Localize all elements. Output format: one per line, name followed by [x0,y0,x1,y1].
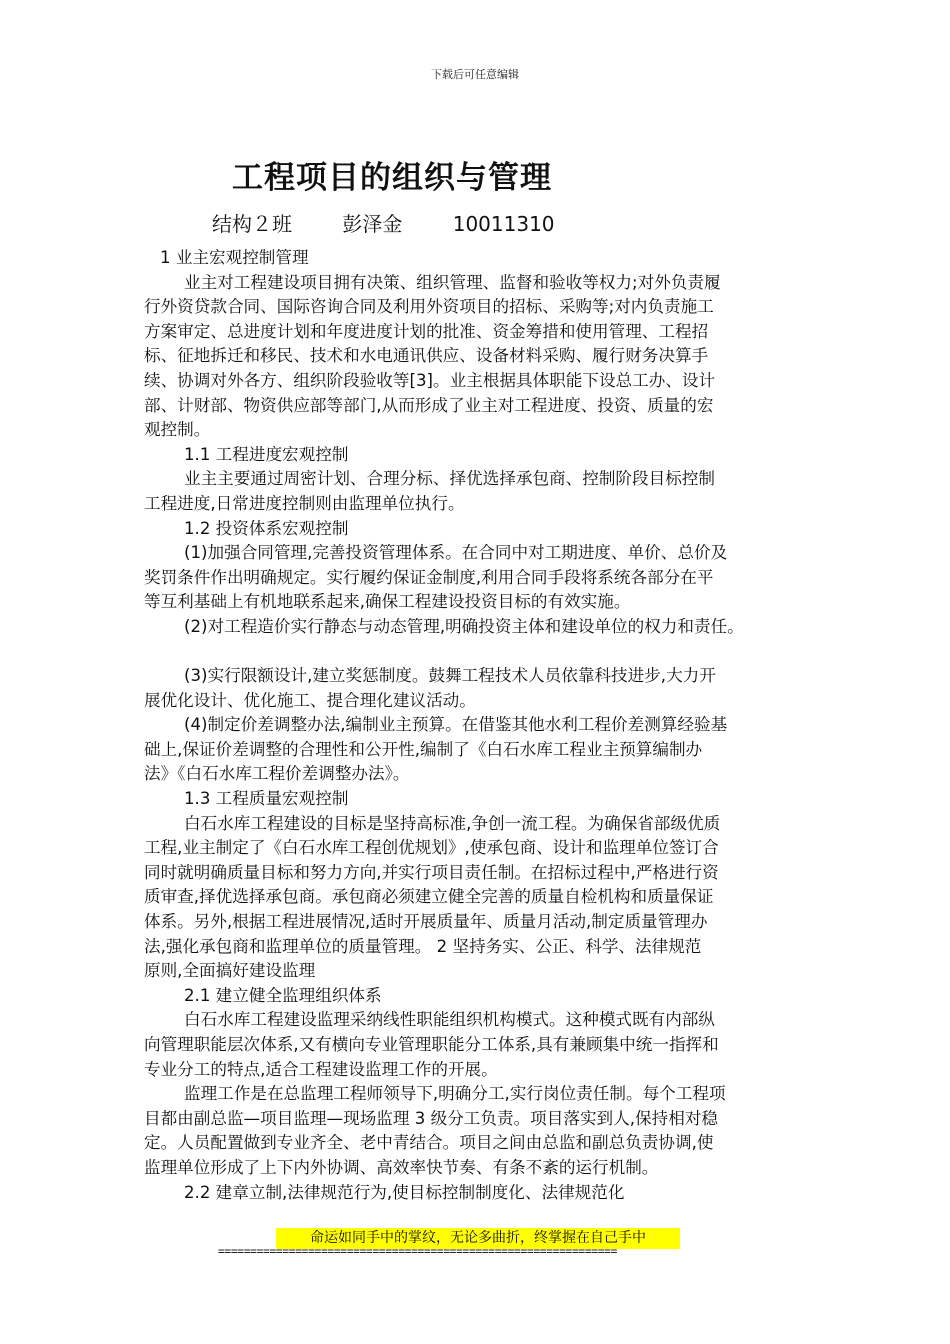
paragraph-line: (2)对工程造价实行静态与动态管理,明确投资主体和建设单位的权力和责任。 [184,616,744,636]
paragraph-line: 工程,业主制定了《白石水库工程创优规划》,使承包商、设计和监理单位签订合 [144,838,719,858]
paragraph-line: 目都由副总监—项目监理—现场监理 3 级分工负责。项目落实到人,保持相对稳 [144,1108,718,1128]
paragraph-line: 业主对工程建设项目拥有决策、组织管理、监督和验收等权力;对外负责履 [184,272,721,292]
paragraph-line: (3)实行限额设计,建立奖惩制度。鼓舞工程技术人员依靠科技进步,大力开 [184,666,716,686]
footer-divider: ============================================================== [218,1245,617,1258]
paragraph-line: 质审查,择优选择承包商。承包商必须建立健全完善的质量自检机构和质量保证 [144,887,714,907]
document-body [144,246,824,1205]
page-title: 工程项目的组织与管理 [232,160,552,196]
paragraph-line: (4)制定价差调整办法,编制业主预算。在借鉴其他水利工程价差测算经验基 [184,715,728,735]
paragraph-line: 监理工作是在总监理工程师领导下,明确分工,实行岗位责任制。每个工程项 [184,1084,726,1104]
author-id: 10011310 [452,212,555,236]
paragraph-line: 白石水库工程建设监理采纳线性职能组织机构模式。这种模式既有内部纵 [184,1010,715,1030]
paragraph-line: 部、计财部、物资供应部等部门,从而形成了业主对工程进度、投资、质量的宏 [144,395,714,415]
paragraph-line: 等互利基础上有机地联系起来,确保工程建设投资目标的有效实施。 [144,592,631,612]
paragraph-line: 向管理职能层次体系,又有横向专业管理职能分工体系,具有兼顾集中统一指挥和 [144,1035,719,1054]
paragraph-line: 观控制。 [144,420,211,440]
author-line [212,208,599,237]
footer-highlight-note: 命运如同手中的掌纹，无论多曲折，终掌握在自己手中 [276,1228,680,1249]
author-class: 结构２班 [212,212,292,236]
paragraph-line: 展优化设计、优化施工、提合理化建议活动。 [144,690,476,710]
paragraph-line: 监理单位形成了上下内外协调、高效率快节奏、有条不紊的运行机制。 [144,1157,659,1177]
subsection-heading: 1.3 工程质量宏观控制 [184,789,349,809]
paragraph-line: 体系。另外,根据工程进展情况,适时开展质量年、质量月活动,制定质量管理办 [144,912,708,932]
paragraph-line: 法》《白石水库工程价差调整办法》。 [144,764,410,784]
paragraph-line: 同时就明确质量目标和努力方向,并实行项目责任制。在招标过程中,严格进行资 [144,862,719,882]
paragraph-line: 方案审定、总进度计划和年度进度计划的批准、资金筹措和使用管理、工程招 [144,321,709,341]
paragraph-line: 业主主要通过周密计划、合理分标、择优选择承包商、控制阶段目标控制 [184,469,715,489]
paragraph-line: 续、协调对外各方、组织阶段验收等[3]。业主根据具体职能下设总工办、设计 [144,370,716,390]
paragraph-line: 原则,全面搞好建设监理 [144,961,316,981]
paragraph-line: 定。人员配置做到专业齐全、老中青结合。项目之间由总监和副总负责协调,使 [144,1133,714,1153]
paragraph-line: 白石水库工程建设的目标是坚持高标准,争创一流工程。为确保省部级优质 [184,813,721,833]
subsection-heading: 2.1 建立健全监理组织体系 [184,985,382,1005]
header-note: 下载后可任意编辑 [431,68,519,81]
paragraph-line: 行外资贷款合同、国际咨询合同及利用外资项目的招标、采购等;对内负责施工 [144,297,714,317]
paragraph-line: 标、征地拆迁和移民、技术和水电通讯供应、设备材料采购、履行财务决算手 [144,346,709,366]
paragraph-line: (1)加强合同管理,完善投资管理体系。在合同中对工期进度、单价、总价及 [184,543,728,563]
subsection-heading: 1.2 投资体系宏观控制 [184,518,349,538]
paragraph-line: 法,强化承包商和监理单位的质量管理。 2 坚持务实、公正、科学、法律规范 [144,936,702,956]
subsection-heading: 2.2 建章立制,法律规范行为,使目标控制制度化、法律规范化 [184,1182,625,1202]
blank-line [144,640,824,665]
author-name: 彭泽金 [342,212,403,236]
section-heading: 1 业主宏观控制管理 [160,248,309,267]
paragraph-line: 工程进度,日常进度控制则由监理单位执行。 [144,493,465,513]
paragraph-line: 专业分工的特点,适合工程建设监理工作的开展。 [144,1059,498,1079]
paragraph-line: 奖罚条件作出明确规定。实行履约保证金制度,利用合同手段将系统各部分在平 [144,567,714,587]
paragraph-line: 础上,保证价差调整的合理性和公开性,编制了《白石水库工程业主预算编制办 [144,739,703,759]
subsection-heading: 1.1 工程进度宏观控制 [184,444,349,464]
